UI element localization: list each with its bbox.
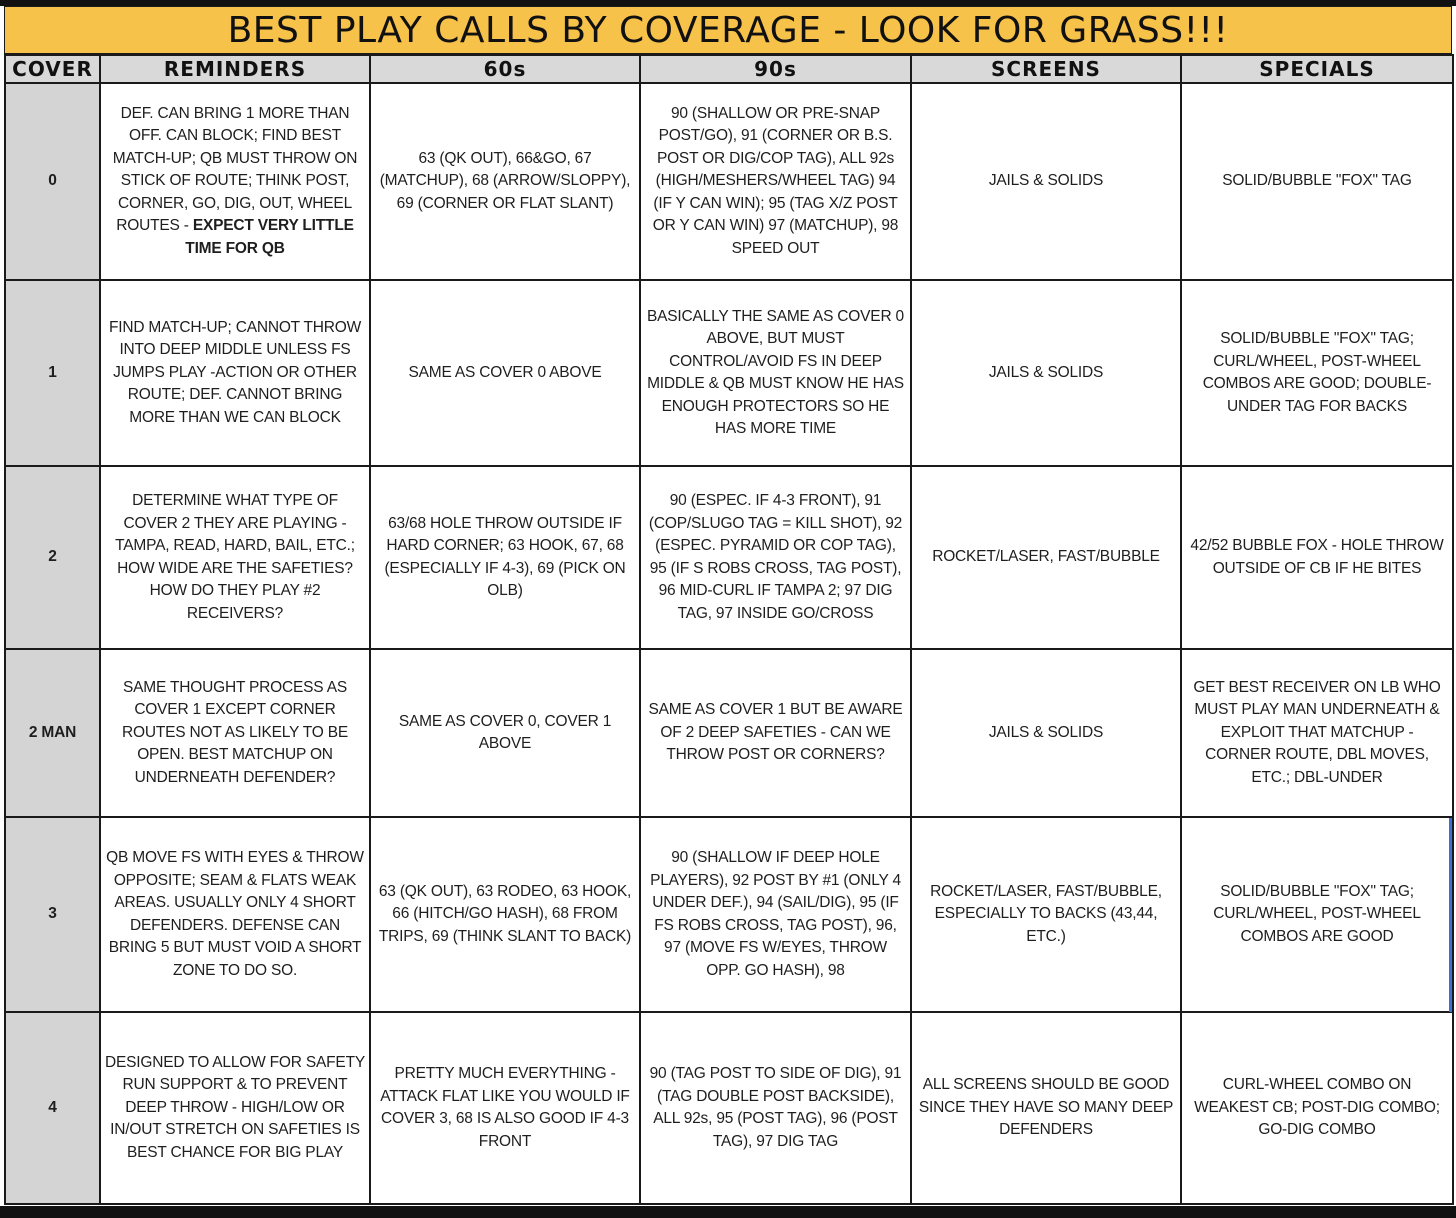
nineties-cell: BASICALLY THE SAME AS COVER 0 ABOVE, BUT MUST CONTROL/AVOID FS IN DEEP MIDDLE & QB MUST KNOW HE HAS ENOUGH PROTECTORS SO HE HAS MORE TIME (640, 280, 911, 466)
specials-cell: 42/52 BUBBLE FOX - HOLE THROW OUTSIDE OF CB IF HE BITES (1181, 466, 1453, 649)
sixties-cell: PRETTY MUCH EVERYTHING - ATTACK FLAT LIKE YOU WOULD IF COVER 3, 68 IS ALSO GOOD IF 4-3 FRONT (370, 1012, 640, 1204)
header-reminders: REMINDERS (100, 55, 370, 83)
header-cover: COVER (5, 55, 100, 83)
table-row (5, 466, 1453, 649)
reminders-cell: SAME THOUGHT PROCESS AS COVER 1 EXCEPT CORNER ROUTES NOT AS LIKELY TO BE OPEN. BEST MATCHUP ON UNDERNEATH DEFENDER? (100, 649, 370, 817)
specials-cell: CURL-WHEEL COMBO ON WEAKEST CB; POST-DIG COMBO; GO-DIG COMBO (1181, 1012, 1453, 1204)
nineties-cell: SAME AS COVER 1 BUT BE AWARE OF 2 DEEP SAFETIES - CAN WE THROW POST OR CORNERS? (640, 649, 911, 817)
nineties-cell: 90 (SHALLOW IF DEEP HOLE PLAYERS), 92 POST BY #1 (ONLY 4 UNDER DEF.), 94 (SAIL/DIG), 95 (IF FS ROBS CROSS, TAG POST), 96, 97 (MOVE FS W/EYES, THROW OPP. GO HASH), 98 (640, 817, 911, 1012)
reminders-cell (100, 83, 370, 280)
header-60s: 60s (370, 55, 640, 83)
specials-cell: SOLID/BUBBLE "FOX" TAG; CURL/WHEEL, POST-WHEEL COMBOS ARE GOOD; DOUBLE-UNDER TAG FOR BACKS (1181, 280, 1453, 466)
specials-cell: SOLID/BUBBLE "FOX" TAG (1181, 83, 1453, 280)
reminders-cell: FIND MATCH-UP; CANNOT THROW INTO DEEP MIDDLE UNLESS FS JUMPS PLAY -ACTION OR OTHER ROUTE; DEF. CANNOT BRING MORE THAN WE CAN BLOCK (100, 280, 370, 466)
cover-cell: 2 MAN (5, 649, 100, 817)
sheet-title: BEST PLAY CALLS BY COVERAGE - LOOK FOR GRASS!!! (227, 9, 1229, 51)
table-row (5, 83, 1453, 280)
nineties-cell: 90 (ESPEC. IF 4-3 FRONT), 91 (COP/SLUGO TAG = KILL SHOT), 92 (ESPEC. PYRAMID OR COP TAG), 95 (IF S ROBS CROSS, TAG POST), 96 MID-CURL IF TAMPA 2; 97 DIG TAG, 97 INSIDE GO/CROSS (640, 466, 911, 649)
reminders-text: DEF. CAN BRING 1 MORE THAN OFF. CAN BLOCK; FIND BEST MATCH-UP; QB MUST THROW ON STICK OF ROUTE; THINK POST, CORNER, GO, DIG, OUT, WHEEL ROUTES - (112, 104, 358, 235)
cover-cell: 1 (5, 280, 100, 466)
specials-cell: GET BEST RECEIVER ON LB WHO MUST PLAY MAN UNDERNEATH & EXPLOIT THAT MATCHUP - CORNER ROUTE, DBL MOVES, ETC.; DBL-UNDER (1181, 649, 1453, 817)
header-row (5, 55, 1453, 83)
sixties-cell: SAME AS COVER 0, COVER 1 ABOVE (370, 649, 640, 817)
screens-cell: ROCKET/LASER, FAST/BUBBLE, ESPECIALLY TO BACKS (43,44, ETC.) (911, 817, 1181, 1012)
sixties-cell: 63 (QK OUT), 63 RODEO, 63 HOOK, 66 (HITCH/GO HASH), 68 FROM TRIPS, 69 (THINK SLANT TO BACK) (370, 817, 640, 1012)
header-screens: SCREENS (911, 55, 1181, 83)
coverage-table (4, 54, 1454, 1205)
screens-cell: JAILS & SOLIDS (911, 280, 1181, 466)
cover-cell: 3 (5, 817, 100, 1012)
nineties-cell: 90 (TAG POST TO SIDE OF DIG), 91 (TAG DOUBLE POST BACKSIDE), ALL 92s, 95 (POST TAG), 96 (POST TAG), 97 DIG TAG (640, 1012, 911, 1204)
cover-cell: 0 (5, 83, 100, 280)
nineties-cell: 90 (SHALLOW OR PRE-SNAP POST/GO), 91 (CORNER OR B.S. POST OR DIG/COP TAG), ALL 92s (HIGH/MESHERS/WHEEL TAG) 94 (IF Y CAN WIN); 95 (TAG X/Z POST OR Y CAN WIN) 97 (MATCHUP), 98 SPEED OUT (640, 83, 911, 280)
header-specials: SPECIALS (1181, 55, 1453, 83)
screens-cell: ALL SCREENS SHOULD BE GOOD SINCE THEY HAVE SO MANY DEEP DEFENDERS (911, 1012, 1181, 1204)
screens-cell: JAILS & SOLIDS (911, 649, 1181, 817)
sixties-cell: 63 (QK OUT), 66&GO, 67 (MATCHUP), 68 (ARROW/SLOPPY), 69 (CORNER OR FLAT SLANT) (370, 83, 640, 280)
table-row (5, 649, 1453, 817)
table-row (5, 817, 1453, 1012)
sixties-cell: 63/68 HOLE THROW OUTSIDE IF HARD CORNER; 63 HOOK, 67, 68 (ESPECIALLY IF 4-3), 69 (PICK ON OLB) (370, 466, 640, 649)
reminders-emphasis: EXPECT VERY LITTLE TIME FOR QB (185, 217, 354, 257)
table-row (5, 1012, 1453, 1204)
reminders-cell: DETERMINE WHAT TYPE OF COVER 2 THEY ARE PLAYING - TAMPA, READ, HARD, BAIL, ETC.; HOW WIDE ARE THE SAFETIES? HOW DO THEY PLAY #2 RECEIVERS? (100, 466, 370, 649)
reminders-cell: QB MOVE FS WITH EYES & THROW OPPOSITE; SEAM & FLATS WEAK AREAS. USUALLY ONLY 4 SHORT DEFENDERS. DEFENSE CAN BRING 5 BUT MUST VOID A SHORT ZONE TO DO SO. (100, 817, 370, 1012)
bottom-border (0, 1206, 1456, 1218)
screens-cell: ROCKET/LASER, FAST/BUBBLE (911, 466, 1181, 649)
sixties-cell: SAME AS COVER 0 ABOVE (370, 280, 640, 466)
cover-cell: 2 (5, 466, 100, 649)
selection-edge (1449, 818, 1452, 1012)
reminders-cell: DESIGNED TO ALLOW FOR SAFETY RUN SUPPORT & TO PREVENT DEEP THROW - HIGH/LOW OR IN/OUT STRETCH ON SAFETIES IS BEST CHANCE FOR BIG PLAY (100, 1012, 370, 1204)
specials-cell: SOLID/BUBBLE "FOX" TAG; CURL/WHEEL, POST-WHEEL COMBOS ARE GOOD (1181, 817, 1453, 1012)
screens-cell: JAILS & SOLIDS (911, 83, 1181, 280)
title-banner (4, 6, 1452, 54)
table-row (5, 280, 1453, 466)
header-90s: 90s (640, 55, 911, 83)
cover-cell: 4 (5, 1012, 100, 1204)
